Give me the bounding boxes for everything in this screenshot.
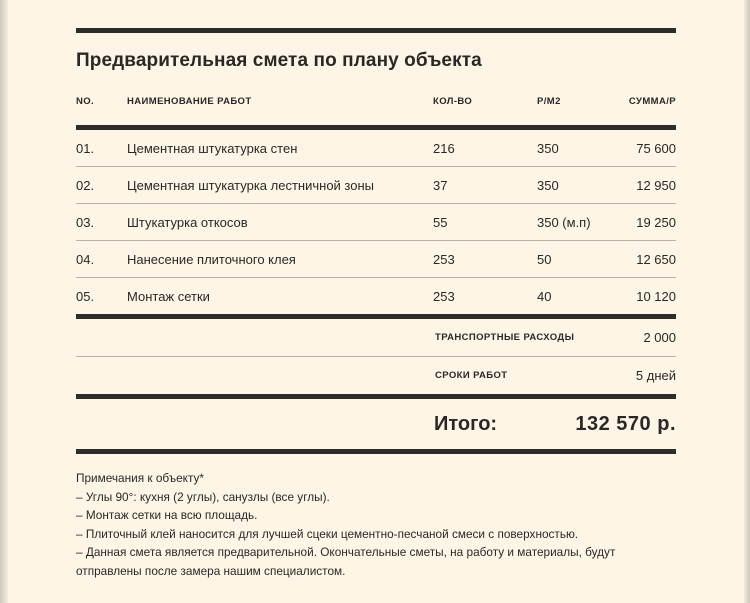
item-price: 40 xyxy=(537,288,552,304)
table-header xyxy=(76,77,676,125)
item-qty: 55 xyxy=(433,214,448,230)
item-sum: 19 250 xyxy=(636,214,676,230)
page-edge-right xyxy=(744,0,750,603)
item-qty: 253 xyxy=(433,251,455,267)
column-header-qty: КОЛ-ВО xyxy=(433,95,473,107)
item-name: Нанесение плиточного клея xyxy=(127,251,296,267)
item-price: 350 xyxy=(537,177,559,193)
transport-label: ТРАНСПОРТНЫЕ РАСХОДЫ xyxy=(435,332,575,343)
total-value: 132 570 р. xyxy=(575,412,676,435)
table-row xyxy=(76,278,676,314)
item-qty: 253 xyxy=(433,288,455,304)
column-header-no: NO. xyxy=(76,95,95,107)
duration-label: СРОКИ РАБОТ xyxy=(435,370,508,381)
column-header-price: Р/М2 xyxy=(537,95,561,107)
page-edge-left xyxy=(0,0,8,603)
table-body xyxy=(76,130,676,314)
column-header-name: НАИМЕНОВАНИЕ РАБОТ xyxy=(127,95,252,107)
column-header-sum: СУММА/Р xyxy=(628,95,676,107)
item-sum: 12 650 xyxy=(636,251,676,267)
item-number: 05. xyxy=(76,288,95,304)
estimate-document xyxy=(76,28,676,580)
table-row xyxy=(76,204,676,240)
transport-row xyxy=(76,319,676,356)
item-number: 03. xyxy=(76,214,95,230)
note-line: – Данная смета является предварительной. Окончательные сметы, на работу и материалы, будут xyxy=(76,545,616,559)
notes-title: Примечания к объекту* xyxy=(76,471,205,485)
duration-value: 5 дней xyxy=(635,368,676,383)
item-sum: 12 950 xyxy=(636,177,676,193)
table-row xyxy=(76,130,676,166)
notes-block xyxy=(76,469,676,580)
table-row xyxy=(76,167,676,203)
item-price: 350 (м.п) xyxy=(537,214,591,230)
transport-value: 2 000 xyxy=(643,330,676,345)
item-number: 01. xyxy=(76,140,95,156)
table-row xyxy=(76,241,676,277)
item-price: 350 xyxy=(537,140,559,156)
item-price: 50 xyxy=(537,251,552,267)
note-line: отправлены после замера нашим специалистом. xyxy=(76,563,346,578)
item-number: 02. xyxy=(76,177,95,193)
total-row xyxy=(76,399,676,449)
item-name: Цементная штукатурка лестничной зоны xyxy=(127,177,374,193)
item-sum: 10 120 xyxy=(636,288,676,304)
total-label: Итого: xyxy=(434,412,498,435)
top-rule xyxy=(76,28,676,33)
note-line: – Углы 90°: кухня (2 углы), санузлы (все углы). xyxy=(76,489,330,504)
item-name: Цементная штукатурка стен xyxy=(127,140,298,156)
page-title: Предварительная смета по плану объекта xyxy=(76,50,482,71)
total-bottom-rule xyxy=(76,449,676,454)
item-number: 04. xyxy=(76,251,95,267)
item-sum: 75 600 xyxy=(636,140,676,156)
duration-row xyxy=(76,357,676,394)
note-line: – Плиточный клей наносится для лучшей сцеки цементно-песчаной смеси с поверхностью. xyxy=(76,526,579,541)
item-name: Штукатурка откосов xyxy=(127,214,248,230)
item-qty: 37 xyxy=(433,177,448,193)
item-qty: 216 xyxy=(433,140,455,156)
note-line: – Монтаж сетки на всю площадь. xyxy=(76,508,258,522)
item-name: Монтаж сетки xyxy=(127,288,210,304)
